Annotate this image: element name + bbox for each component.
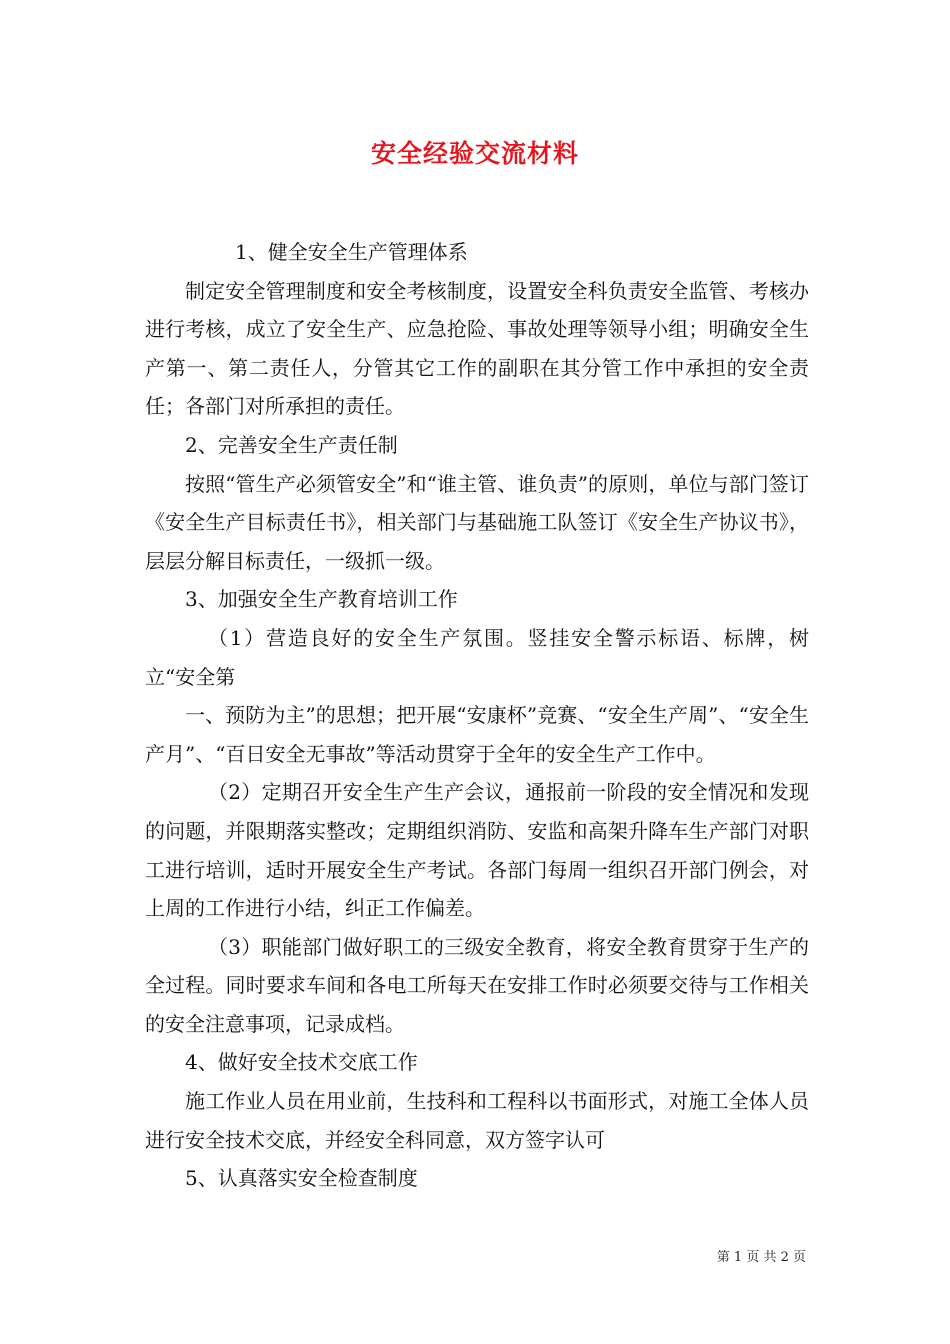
paragraph-4: 施工作业人员在用业前，生技科和工程科以书面形式，对施工全体人员进行安全技术交底，并经安全科同意，双方签字认可 bbox=[145, 1089, 809, 1152]
section-heading-5: 5、认真落实安全检查制度 bbox=[185, 1166, 418, 1191]
paragraph-3-2: （2）定期召开安全生产生产会议，通报前一阶段的安全情况和发现的问题，并限期落实整改；定期组织消防、安监和高架升降车生产部门对职工进行培训，适时开展安全生产考试。各部门每周一组织召开部门例会，对上周的工作进行小结，纠正工作偏差。 bbox=[145, 780, 809, 921]
paragraph-3-1: （1）营造良好的安全生产氛围。竖挂安全警示标语、标牌，树立“安全第 bbox=[145, 625, 809, 689]
paragraph-3-1-cont: 一、预防为主”的思想；把开展“安康杯”竞赛、“安全生产周”、“安全生产月”、“百日安全无事故”等活动贯穿于全年的安全生产工作中。 bbox=[145, 703, 809, 766]
section-heading-2: 2、完善安全生产责任制 bbox=[185, 432, 398, 457]
document-body bbox=[145, 233, 809, 1198]
paragraph-3-3: （3）职能部门做好职工的三级安全教育，将安全教育贯穿于生产的全过程。同时要求车间和各电工所每天在安排工作时必须要交待与工作相关的安全注意事项，记录成档。 bbox=[145, 934, 809, 1036]
paragraph-1: 制定安全管理制度和安全考核制度，设置安全科负责安全监管、考核办进行考核，成立了安全生产、应急抢险、事故处理等领导小组；明确安全生产第一、第二责任人，分管其它工作的副职在其分管工作中承担的安全责任；各部门对所承担的责任。 bbox=[145, 278, 809, 419]
document-title: 安全经验交流材料 bbox=[370, 139, 579, 168]
section-heading-3: 3、加强安全生产教育培训工作 bbox=[185, 587, 458, 612]
section-heading-1: 1、健全安全生产管理体系 bbox=[235, 240, 468, 264]
paragraph-2: 按照“管生产必须管安全”和“谁主管、谁负责”的原则，单位与部门签订《安全生产目标责任书》，相关部门与基础施工队签订《安全生产协议书》，层层分解目标责任，一级抓一级。 bbox=[145, 471, 809, 573]
section-heading-4: 4、做好安全技术交底工作 bbox=[185, 1050, 418, 1075]
page-number: 第 1 页 共 2 页 bbox=[716, 1250, 806, 1265]
